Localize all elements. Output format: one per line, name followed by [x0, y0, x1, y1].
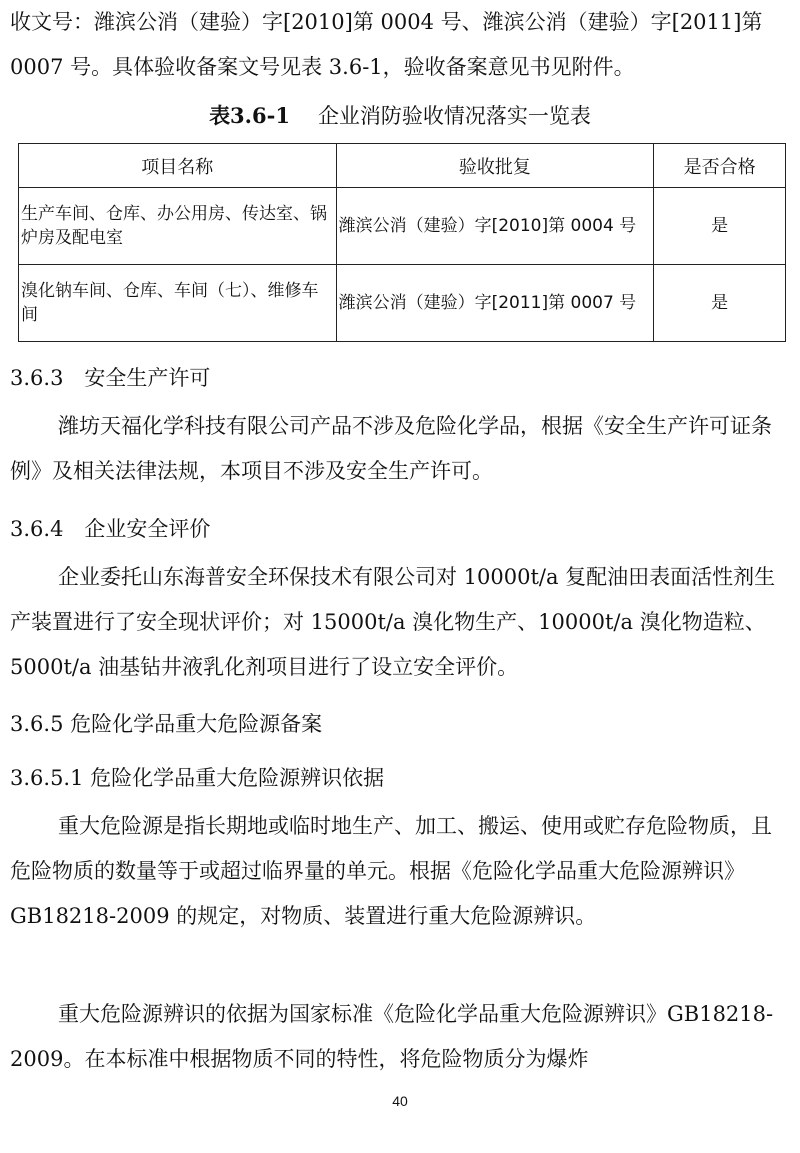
section-text-3-6-5-1-a: 重大危险源是指长期地或临时地生产、加工、搬运、使用或贮存危险物质，且危险物质的数量等于或超过临界量的单元。根据《危险化学品重大危险源辨识》GB18218-2009 的规定，对物质、装置进行重大危险源辨识。 — [10, 814, 772, 928]
section-text-3-6-5-1-b: 重大危险源辨识的依据为国家标准《危险化学品重大危险源辨识》GB18218-2009。在本标准中根据物质不同的特性，将危险物质分为爆炸 — [10, 1002, 774, 1071]
cell-project-name: 溴化钠车间、仓库、车间（七）、维修车间 — [19, 265, 337, 342]
section-text-3-6-4: 企业委托山东海普安全环保技术有限公司对 10000t/a 复配油田表面活性剂生产装置进行了安全现状评价；对 15000t/a 溴化物生产、10000t/a 溴化物造粒、5000t/a 油基钻井液乳化剂项目进行了设立安全评价。 — [10, 565, 776, 679]
intro-paragraph: 收文号：潍滨公消（建验）字[2010]第 0004 号、潍滨公消（建验）字[2011]第 0007 号。具体验收备案文号见表 3.6-1，验收备案意见书见附件。 — [10, 10, 763, 79]
section-heading-3-6-5-1: 3.6.5.1 危险化学品重大危险源辨识依据 — [10, 766, 385, 790]
section-heading-3-6-4: 3.6.4 企业安全评价 — [10, 517, 211, 541]
header-qualified: 是否合格 — [654, 144, 786, 188]
table-caption — [0, 100, 800, 130]
table-caption-title: 企业消防验收情况落实一览表 — [317, 104, 591, 128]
cell-qualified: 是 — [654, 265, 786, 342]
cell-approval: 潍滨公消（建验）字[2011]第 0007 号 — [336, 265, 654, 342]
section-heading-3-6-3: 3.6.3 安全生产许可 — [10, 366, 211, 390]
page-number: 40 — [392, 1093, 408, 1109]
table-row — [19, 265, 786, 342]
cell-approval: 潍滨公消（建验）字[2010]第 0004 号 — [336, 188, 654, 265]
cell-project-name: 生产车间、仓库、办公用房、传达室、锅炉房及配电室 — [19, 188, 337, 265]
table-caption-number: 表3.6-1 — [209, 103, 290, 128]
section-text-3-6-3: 潍坊天福化学科技有限公司产品不涉及危险化学品，根据《安全生产许可证条例》及相关法律法规，本项目不涉及安全生产许可。 — [10, 414, 772, 483]
section-heading-3-6-5: 3.6.5 危险化学品重大危险源备案 — [10, 712, 323, 736]
table-header-row — [19, 144, 786, 188]
header-approval: 验收批复 — [336, 144, 654, 188]
table-row — [19, 188, 786, 265]
header-project-name: 项目名称 — [19, 144, 337, 188]
cell-qualified: 是 — [654, 188, 786, 265]
acceptance-table — [18, 143, 786, 342]
